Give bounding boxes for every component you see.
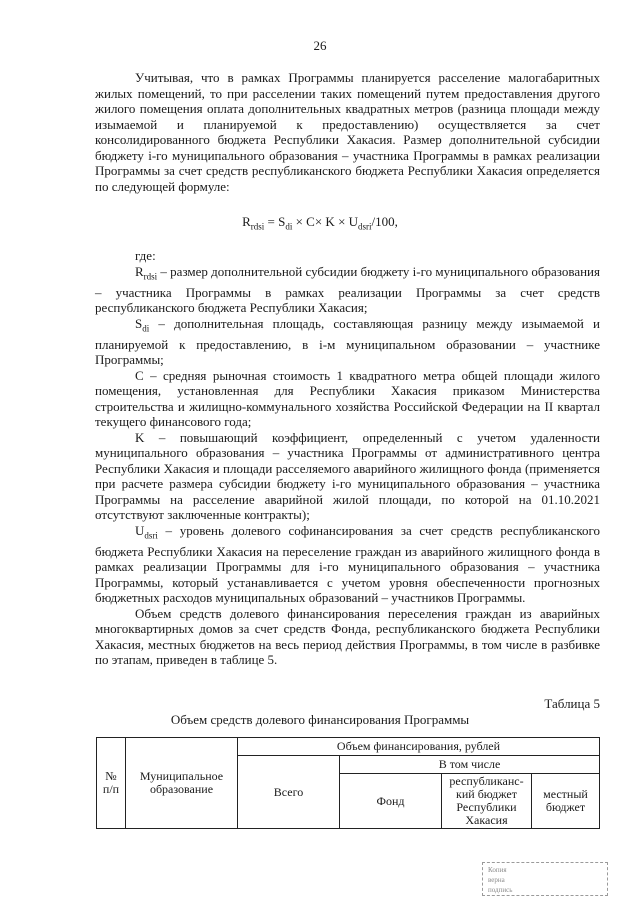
definition-s <box>95 316 600 368</box>
formula-u: U <box>348 214 359 229</box>
def-r-symbol: R <box>135 263 144 279</box>
definitions-block <box>95 248 600 668</box>
formula-r-sub: rdsi <box>250 221 265 232</box>
volume-paragraph: Объем средств долевого финансирования переселения граждан из аварийных многоквартирных домов за счет средств Фонда, республиканского бюджета Республики Хакасия, местных бюджетов на весь период действия Программы, в том числе в разбивке по этапам, приведен в таблице 5. <box>95 605 600 668</box>
col-municipality-header: Муниципальное образование <box>126 738 238 829</box>
col-including-header: В том числе <box>340 756 600 774</box>
col-financing-header: Объем финансирования, рублей <box>238 738 600 756</box>
formula-r: R <box>242 214 251 229</box>
formula-eq: = <box>264 214 279 229</box>
def-r-text: – размер дополнительной субсидии бюджету i-го муниципального образования – участника Программы в рамках реализации Программы за счет средств республиканского бюджета Республики Хакасия; <box>95 263 600 316</box>
def-u-text: – уровень долевого софинансирования за счет средств республиканского бюджета Республики Хакасия на переселение граждан из аварийного жилищного фонда в рамках реализации Программы для i-го муниципального образования – участника Программы, который устанавливается с учетом уровня обеспеченности прогнозных бюджетных расходов муниципальных образований – участников Программы. <box>95 522 600 606</box>
table-header-row-1 <box>97 738 600 756</box>
stamp-line-3: подпись <box>488 886 513 894</box>
definition-u <box>95 523 600 606</box>
page-number: 26 <box>313 38 327 53</box>
def-s-text: – дополнительная площадь, составляющая разницу между изымаемой и планируемой к предоставлению, в i-м муниципальном образовании – участнике Программы; <box>95 315 600 368</box>
col-local-header: местный бюджет <box>532 774 600 829</box>
stamp-line-1: Копия <box>488 866 507 874</box>
col-fund-header: Фонд <box>340 774 442 829</box>
definition-c: C – средняя рыночная стоимость 1 квадратного метра общей площади жилого помещения, установленная для Республики Хакасия приказом Министерства строительства и жилищно-коммунального хозяйства Российской Федерации на II квартал текущего финансового года; <box>95 367 600 430</box>
subsidy-formula <box>0 214 640 232</box>
col-no-header: № п/п <box>97 738 126 829</box>
def-s-sub: di <box>142 323 150 334</box>
formula-u-sub: dsri <box>358 221 372 232</box>
stamp-line-2: верна <box>488 876 505 884</box>
formula-s-sub: di <box>285 221 293 232</box>
definition-k: K – повышающий коэффициент, определенный с учетом удаленности муниципального образования – участника Программы от административного центра Республики Хакасия и площади расселяемого аварийного жилищного фонда (применяется при расчете размера субсидии бюджету i-го муниципального образования – участника Программы на расселение аварийной жилой площади, по которой на 01.10.2021 отсутствуют заключенные контракты); <box>95 429 600 523</box>
col-republic-header: республиканс-кий бюджет Республики Хакасия <box>442 774 532 829</box>
def-u-symbol: U <box>135 522 145 538</box>
table-label: Таблица 5 <box>544 696 600 711</box>
formula-tail: /100, <box>371 214 398 229</box>
formula-mid: × C× K × <box>292 214 349 229</box>
intro-text: Учитывая, что в рамках Программы планируется расселение малогабаритных жилых помещений, то при расселении таких помещений путем предоставления другого жилого помещения оплата дополнительных квадратных метров (разница площади между изымаемой и планируемой к предоставлению) осуществляется за счет консолидированного бюджета Республики Хакасия. Размер дополнительной субсидии бюджету i-го муниципального образования – участника Программы в рамках реализации Программы за счет средств республиканского бюджета Республики Хакасия определяется по следующей формуле: <box>95 70 600 194</box>
financing-table <box>96 737 600 829</box>
where-label: где: <box>135 248 156 263</box>
def-u-sub: dsri <box>144 530 158 541</box>
def-r-sub: rdsi <box>143 271 158 282</box>
copy-stamp <box>482 862 608 896</box>
def-s-symbol: S <box>135 315 143 331</box>
definition-r <box>95 264 600 316</box>
table-title: Объем средств долевого финансирования Программы <box>170 712 470 727</box>
intro-paragraph <box>95 70 600 194</box>
col-total-header: Всего <box>238 756 340 829</box>
formula-s: S <box>278 214 286 229</box>
